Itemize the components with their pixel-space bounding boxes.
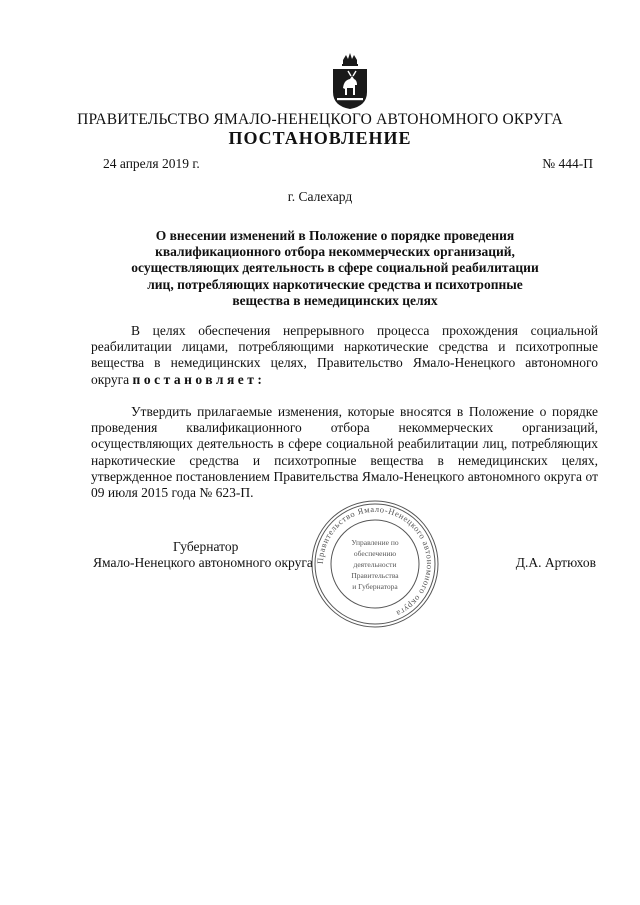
- preamble-text: В целях обеспечения непрерывного процесса прохождения социальной реабилитации лицами, потребляющими наркотические средства и психотропные вещества в немедицинских целях, Правительство Ямало-Ненецкого автономного округа: [91, 323, 598, 387]
- official-stamp: [308, 497, 442, 631]
- document-subject: [110, 228, 560, 309]
- stamp-center-line: Управление по: [351, 538, 399, 547]
- coat-of-arms-emblem: [331, 52, 369, 110]
- government-name: ПРАВИТЕЛЬСТВО ЯМАЛО-НЕНЕЦКОГО АВТОНОМНОГО ОКРУГА: [77, 111, 563, 128]
- stamp-ring-text: Правительство Ямало-Ненецкого автономного округа: [314, 503, 436, 620]
- document-date: 24 апреля 2019 г.: [103, 156, 200, 171]
- document-type-title: ПОСТАНОВЛЕНИЕ: [228, 128, 412, 148]
- signatory-position-line2: Ямало-Ненецкого автономного округа: [93, 555, 313, 570]
- subject-line: квалификационного отбора некоммерческих организаций,: [155, 244, 515, 260]
- stamp-center-line: обеспечению: [353, 549, 397, 558]
- preamble-paragraph: [91, 323, 598, 388]
- subject-line: осуществляющих деятельность в сфере социальной реабилитации: [131, 260, 539, 276]
- stamp-center-line: Правительства: [351, 571, 399, 580]
- signatory-position-line1: Губернатор: [173, 539, 239, 554]
- document-number: № 444-П: [542, 156, 593, 171]
- stamp-center-line: деятельности: [353, 560, 397, 569]
- stamp-center-line: и Губернатора: [352, 582, 398, 591]
- subject-line: лиц, потребляющих наркотические средства и психотропные: [147, 276, 523, 292]
- signatory-name: Д.А. Артюхов: [515, 555, 596, 570]
- subject-line: О внесении изменений в Положение о порядке проведения: [155, 228, 515, 243]
- resolves-word: постановляет:: [132, 371, 266, 387]
- resolution-paragraph: Утвердить прилагаемые изменения, которые вносятся в Положение о порядке проведения квалификационного отбора некоммерческих организаций, осуществляющих деятельность в сфере социальной реабилитации лиц, потребляющих наркотические средства и психотропные вещества в немедицинских целях, утвержденное постановлением Правительства Ямало-Ненецкого автономного округа от 09 июля 2015 года № 623-П.: [91, 404, 598, 501]
- subject-line: вещества в немедицинских целях: [232, 292, 438, 308]
- document-city: г. Салехард: [287, 189, 353, 204]
